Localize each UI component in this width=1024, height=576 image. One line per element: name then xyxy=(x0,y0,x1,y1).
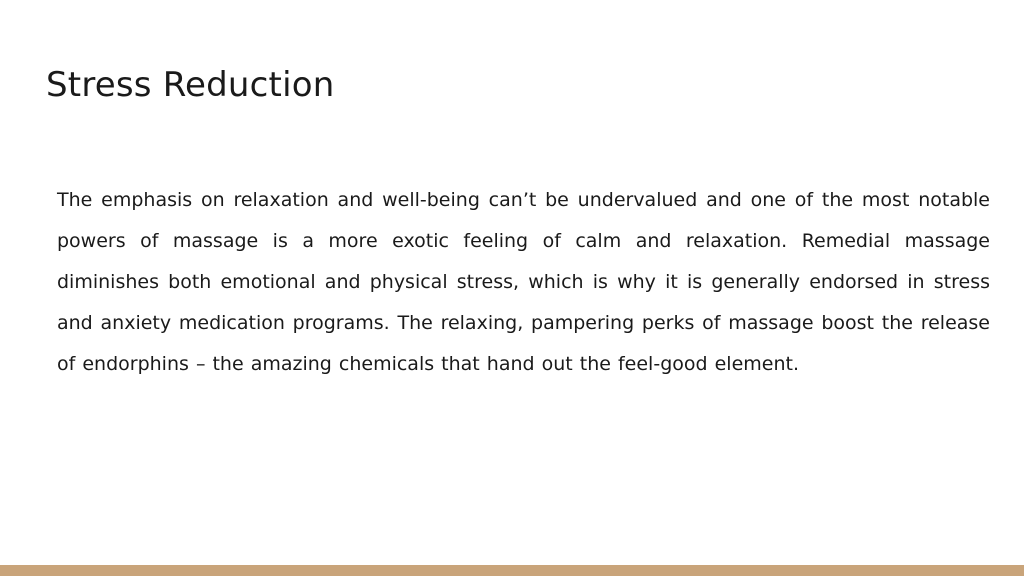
bottom-accent-bar xyxy=(0,565,1024,576)
slide-title: Stress Reduction xyxy=(46,65,335,105)
slide-body-text: The emphasis on relaxation and well-being can’t be undervalued and one of the most notable powers of massage is a more exotic feeling of calm and relaxation. Remedial massage diminishes both emotional and physical stress, which is why it is generally endorsed in stress and anxiety medication programs. The relaxing, pampering perks of massage boost the release of endorphins – the amazing chemicals that hand out the feel-good element. xyxy=(57,189,990,375)
